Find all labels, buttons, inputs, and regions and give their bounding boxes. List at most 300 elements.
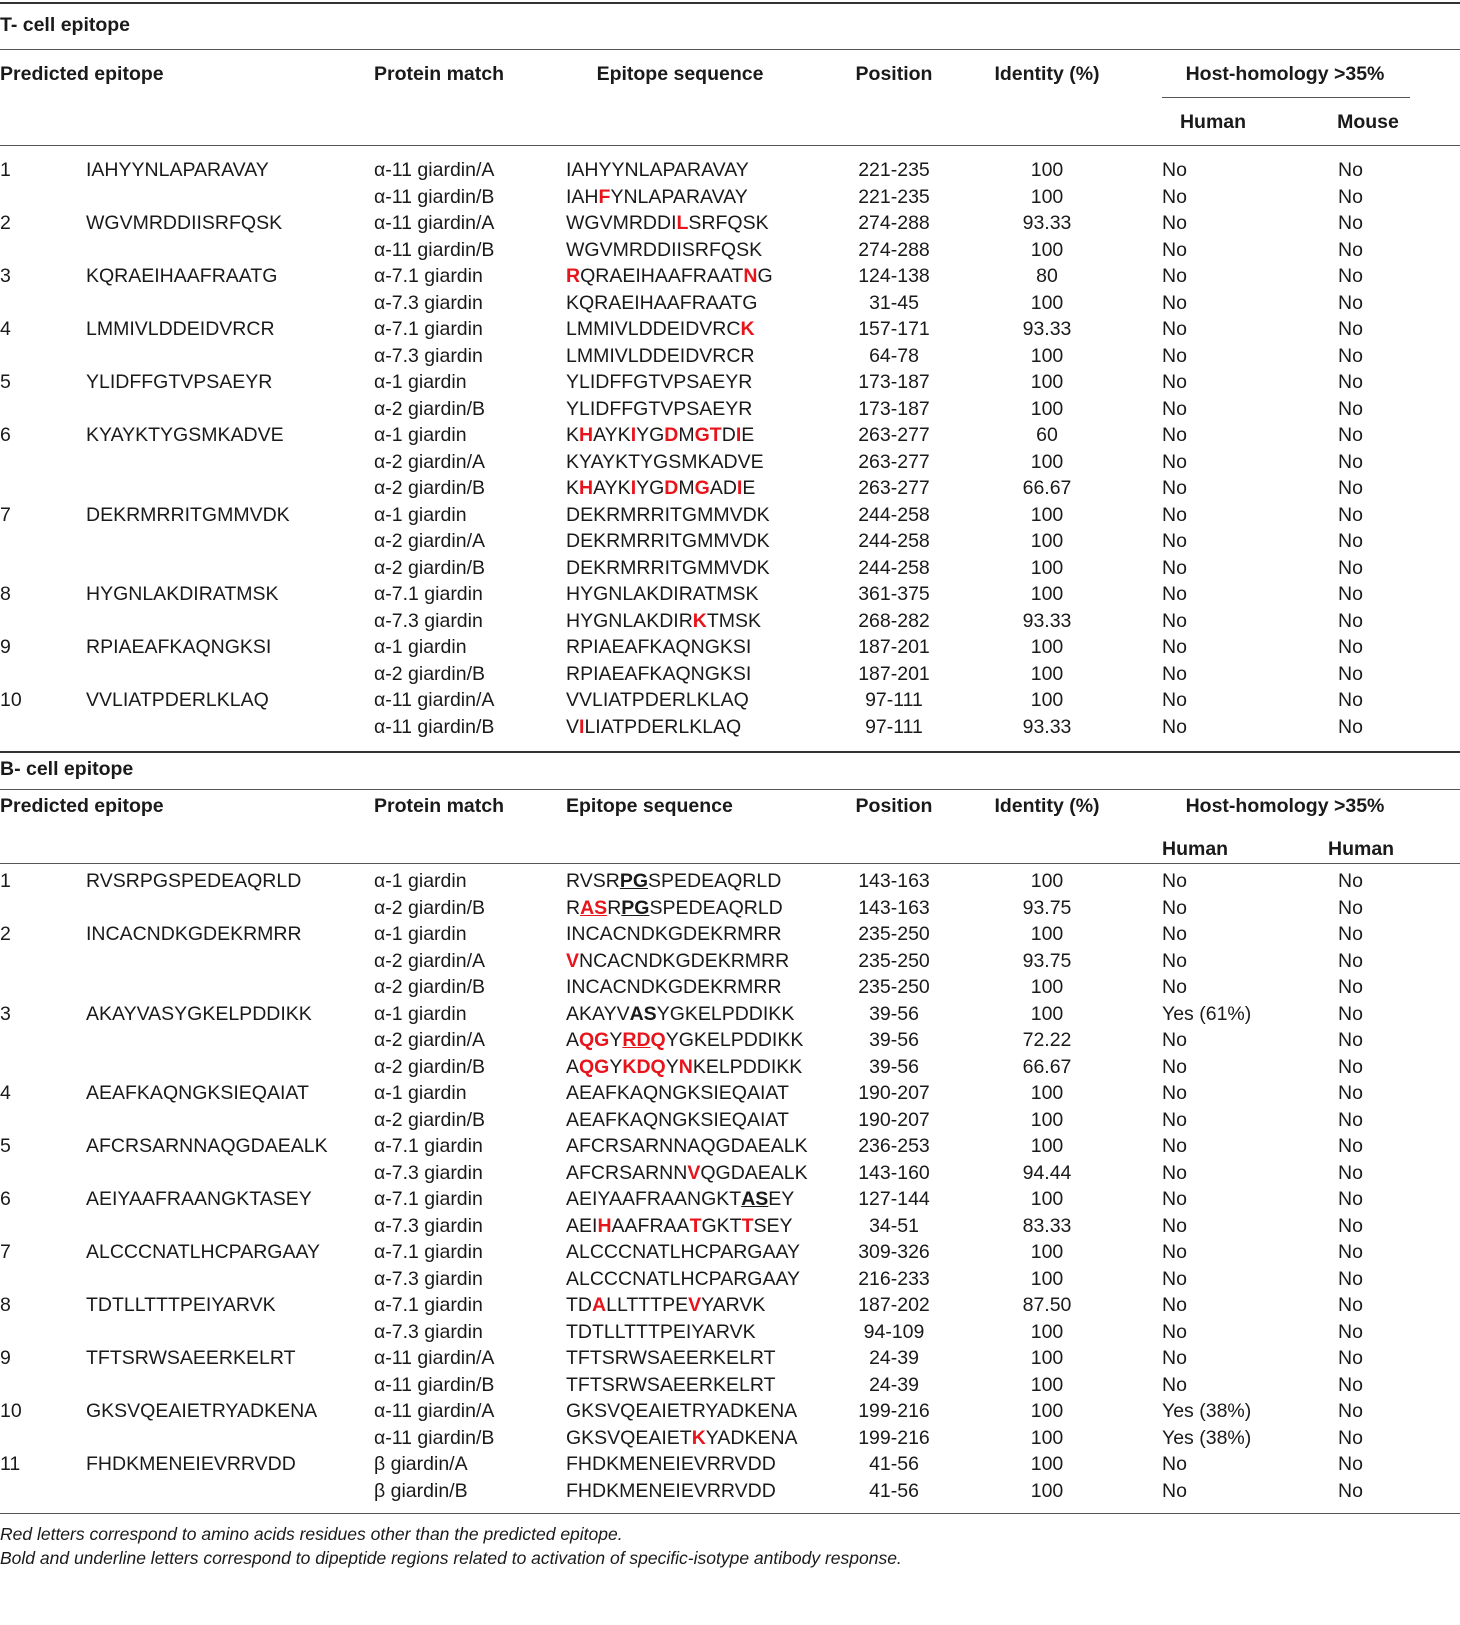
identity-percent: 100 bbox=[1030, 1347, 1064, 1369]
highlighted-residue: H bbox=[579, 477, 594, 499]
position: 263-277 bbox=[858, 477, 930, 499]
host-homology-human: No bbox=[1162, 556, 1187, 579]
predicted-epitope: TFTSRWSAEERKELRT bbox=[86, 1347, 296, 1369]
column-header-protein-match: Protein match bbox=[374, 795, 505, 817]
highlighted-residue: T bbox=[741, 1214, 754, 1237]
epitope-number: 10 bbox=[0, 689, 22, 711]
predicted-epitope: FHDKMENEIEVRRVDD bbox=[86, 1453, 296, 1475]
position: 274-288 bbox=[858, 238, 930, 261]
epitope-number: 5 bbox=[0, 371, 11, 393]
epitope-sequence bbox=[566, 370, 752, 394]
host-homology-second: No bbox=[1338, 159, 1363, 181]
column-header-predicted-epitope: Predicted epitope bbox=[0, 795, 164, 817]
epitope-number: 10 bbox=[0, 1400, 22, 1422]
host-homology-second: No bbox=[1338, 1214, 1363, 1237]
epitope-sequence bbox=[566, 1214, 793, 1238]
residue-run: YLIDFFGTVPSAEYR bbox=[566, 397, 753, 420]
host-homology-human: No bbox=[1162, 636, 1187, 658]
residue-run: YARVK bbox=[701, 1294, 766, 1316]
predicted-epitope: HYGNLAKDIRATMSK bbox=[86, 583, 279, 605]
identity-percent: 100 bbox=[1030, 291, 1064, 314]
host-homology-human: Yes (61%) bbox=[1162, 1002, 1252, 1025]
protein-match: β giardin/A bbox=[374, 1453, 468, 1475]
protein-match: α-11 giardin/A bbox=[374, 159, 495, 181]
section-top-rule bbox=[0, 751, 1460, 753]
host-homology-second: No bbox=[1338, 1002, 1363, 1025]
host-homology-second: No bbox=[1338, 1108, 1363, 1131]
residue-run: AEAFKAQNGKSIEQAIAT bbox=[566, 1108, 789, 1131]
epitope-sequence bbox=[566, 1320, 756, 1344]
protein-match: α-1 giardin bbox=[374, 371, 467, 393]
position: 221-235 bbox=[858, 159, 930, 181]
identity-percent: 100 bbox=[1030, 583, 1064, 605]
residue-run: YGKELPDDIKK bbox=[656, 1002, 795, 1025]
identity-percent: 100 bbox=[1030, 1002, 1064, 1025]
highlighted-residue: K bbox=[740, 318, 755, 340]
position: 244-258 bbox=[858, 503, 930, 526]
epitope-sequence bbox=[566, 582, 759, 606]
residue-run: HYGNLAKDIR bbox=[566, 609, 693, 632]
protein-match: α-2 giardin/A bbox=[374, 1029, 485, 1051]
protein-match: α-2 giardin/B bbox=[374, 896, 485, 919]
protein-match: α-7.1 giardin bbox=[374, 318, 483, 340]
column-header-identity: Identity (%) bbox=[994, 63, 1100, 85]
identity-percent: 100 bbox=[1030, 662, 1064, 685]
residue-run: YLIDFFGTVPSAEYR bbox=[566, 371, 753, 393]
host-homology-human: No bbox=[1162, 344, 1187, 367]
host-homology-human: No bbox=[1162, 870, 1187, 892]
epitope-sequence bbox=[566, 662, 751, 686]
host-homology-human: No bbox=[1162, 689, 1187, 711]
host-homology-human: No bbox=[1162, 1241, 1187, 1263]
residue-run: AYK bbox=[593, 424, 631, 446]
position: 235-250 bbox=[858, 949, 930, 972]
host-homology-second: No bbox=[1338, 976, 1363, 998]
epitope-sequence bbox=[566, 556, 770, 580]
position: 187-202 bbox=[858, 1294, 930, 1316]
host-homology-human: No bbox=[1162, 159, 1187, 181]
residue-run: QRAEIHAAFRAAT bbox=[580, 265, 744, 287]
epitope-sequence bbox=[566, 1240, 800, 1264]
host-homology-second: No bbox=[1338, 291, 1363, 314]
residue-run: EY bbox=[768, 1188, 795, 1210]
protein-match: α-7.1 giardin bbox=[374, 583, 483, 605]
residue-run: SPEDEAQRLD bbox=[649, 896, 783, 919]
host-homology-human: No bbox=[1162, 1029, 1187, 1051]
protein-match: α-11 giardin/A bbox=[374, 689, 495, 711]
identity-percent: 93.33 bbox=[1022, 212, 1072, 234]
residue-run: AAFRAA bbox=[611, 1214, 690, 1237]
highlighted-residue: L bbox=[676, 212, 689, 234]
position: 143-163 bbox=[858, 896, 930, 919]
residue-run: IAHYYNLAPARAVAY bbox=[566, 159, 749, 181]
residue-run: AFCRSARNNAQGDAEALK bbox=[566, 1135, 808, 1157]
residue-run: FHDKMENEIEVRRVDD bbox=[566, 1453, 776, 1475]
host-homology-second: No bbox=[1338, 1347, 1363, 1369]
host-homology-second: No bbox=[1338, 1055, 1363, 1078]
host-homology-second: No bbox=[1338, 556, 1363, 579]
residue-run: K bbox=[566, 424, 580, 446]
host-homology-second: No bbox=[1338, 1188, 1363, 1210]
host-homology-human: No bbox=[1162, 1135, 1187, 1157]
host-homology-second: No bbox=[1338, 583, 1363, 605]
highlighted-residue: Q bbox=[650, 1029, 666, 1051]
identity-percent: 100 bbox=[1030, 530, 1064, 552]
epitope-sequence bbox=[566, 1055, 802, 1079]
footnote: Red letters correspond to amino acids residues other than the predicted epitope. bbox=[0, 1524, 623, 1544]
predicted-epitope: WGVMRDDIISRFQSK bbox=[86, 212, 283, 234]
identity-percent: 100 bbox=[1030, 1453, 1064, 1475]
host-homology-human: No bbox=[1162, 1214, 1187, 1237]
epitope-sequence bbox=[566, 450, 764, 474]
protein-match: α-11 giardin/A bbox=[374, 212, 495, 234]
host-homology-second: No bbox=[1338, 371, 1363, 393]
predicted-epitope: INCACNDKGDEKRMRR bbox=[86, 923, 302, 945]
position: 173-187 bbox=[858, 397, 930, 420]
position: 41-56 bbox=[869, 1453, 919, 1475]
residue-run: RVSR bbox=[566, 870, 620, 892]
highlighted-residue: R bbox=[566, 265, 581, 287]
identity-percent: 93.75 bbox=[1022, 949, 1072, 972]
residue-run: DEKRMRRITGMMVDK bbox=[566, 503, 770, 526]
epitope-sequence bbox=[566, 264, 773, 288]
residue-run: WGVMRDDIISRFQSK bbox=[566, 238, 763, 261]
header-rule bbox=[0, 789, 1460, 790]
protein-match: α-11 giardin/B bbox=[374, 715, 495, 738]
residue-run: R bbox=[607, 896, 622, 919]
column-header-identity: Identity (%) bbox=[994, 795, 1100, 817]
residue-run: AD bbox=[709, 477, 737, 499]
predicted-epitope: RPIAEAFKAQNGKSI bbox=[86, 636, 272, 658]
identity-percent: 100 bbox=[1030, 1400, 1064, 1422]
predicted-epitope: VVLIATPDERLKLAQ bbox=[86, 689, 269, 711]
host-homology-human: No bbox=[1162, 715, 1187, 738]
predicted-epitope: DEKRMRRITGMMVDK bbox=[86, 503, 290, 526]
identity-percent: 100 bbox=[1030, 1082, 1064, 1104]
epitope-sequence bbox=[566, 949, 789, 973]
residue-run: TD bbox=[566, 1294, 592, 1316]
epitope-number: 6 bbox=[0, 1188, 11, 1210]
highlighted-residue: K bbox=[691, 1426, 706, 1449]
residue-run: HYGNLAKDIRATMSK bbox=[566, 583, 759, 605]
highlighted-residue: I bbox=[736, 477, 743, 499]
identity-percent: 83.33 bbox=[1022, 1214, 1072, 1237]
epitope-number: 2 bbox=[0, 212, 11, 234]
identity-percent: 100 bbox=[1030, 185, 1064, 208]
epitope-sequence bbox=[566, 1108, 789, 1132]
host-homology-human: No bbox=[1162, 1453, 1187, 1475]
residue-run: AEIYAAFRAANGKT bbox=[566, 1188, 742, 1210]
position: 34-51 bbox=[869, 1214, 919, 1237]
host-homology-rule bbox=[1162, 97, 1410, 98]
position: 236-253 bbox=[858, 1135, 930, 1157]
residue-run: YADKENA bbox=[705, 1426, 798, 1449]
epitope-sequence bbox=[566, 1161, 808, 1185]
host-homology-second: No bbox=[1338, 636, 1363, 658]
residue-run: TMSK bbox=[706, 609, 762, 632]
predicted-epitope: YLIDFFGTVPSAEYR bbox=[86, 371, 273, 393]
host-homology-human: No bbox=[1162, 1294, 1187, 1316]
highlighted-residue: I bbox=[630, 424, 637, 446]
host-homology-human: No bbox=[1162, 609, 1187, 632]
residue-run: Y bbox=[665, 1055, 679, 1078]
identity-percent: 100 bbox=[1030, 1373, 1064, 1396]
predicted-epitope: TDTLLTTTPEIYARVK bbox=[86, 1294, 276, 1316]
residue-run: AEI bbox=[566, 1214, 598, 1237]
epitope-sequence bbox=[566, 1426, 798, 1450]
residue-run: GKSVQEAIET bbox=[566, 1426, 692, 1449]
epitope-sequence bbox=[566, 1373, 775, 1397]
position: 244-258 bbox=[858, 530, 930, 552]
protein-match: α-1 giardin bbox=[374, 1002, 467, 1025]
epitope-number: 4 bbox=[0, 1082, 11, 1104]
host-homology-second: No bbox=[1338, 477, 1363, 499]
position: 127-144 bbox=[858, 1188, 930, 1210]
position: 263-277 bbox=[858, 450, 930, 473]
residue-run: Y bbox=[609, 1029, 623, 1051]
protein-match: α-7.1 giardin bbox=[374, 1294, 483, 1316]
host-homology-second: No bbox=[1338, 1267, 1363, 1290]
residue-run: NCACNDKGDEKRMRR bbox=[579, 949, 790, 972]
host-homology-human: No bbox=[1162, 1347, 1187, 1369]
protein-match: α-2 giardin/B bbox=[374, 662, 485, 685]
host-homology-human: No bbox=[1162, 503, 1187, 526]
column-header-host-homology: Host-homology >35% bbox=[1185, 63, 1385, 85]
host-homology-human: No bbox=[1162, 1267, 1187, 1290]
predicted-epitope: AEAFKAQNGKSIEQAIAT bbox=[86, 1082, 309, 1104]
epitope-number: 9 bbox=[0, 1347, 11, 1369]
protein-match: α-2 giardin/B bbox=[374, 556, 485, 579]
identity-percent: 100 bbox=[1030, 556, 1064, 579]
highlighted-residue: QG bbox=[579, 1029, 610, 1051]
host-homology-human: No bbox=[1162, 949, 1187, 972]
epitope-number: 9 bbox=[0, 636, 11, 658]
residue-run: INCACNDKGDEKRMRR bbox=[566, 923, 782, 945]
position: 190-207 bbox=[858, 1082, 930, 1104]
position: 221-235 bbox=[858, 185, 930, 208]
highlighted-residue: A bbox=[592, 1294, 607, 1316]
residue-run: SRFQSK bbox=[688, 212, 769, 234]
host-homology-second: No bbox=[1338, 870, 1363, 892]
protein-match: α-7.1 giardin bbox=[374, 265, 483, 287]
host-homology-human: No bbox=[1162, 212, 1187, 234]
residue-run: LMMIVLDDEIDVRCR bbox=[566, 344, 755, 367]
host-homology-second: No bbox=[1338, 662, 1363, 685]
epitope-number: 5 bbox=[0, 1135, 11, 1157]
position: 235-250 bbox=[858, 976, 930, 998]
position: 143-163 bbox=[858, 870, 930, 892]
predicted-epitope: ALCCCNATLHCPARGAAY bbox=[86, 1241, 321, 1263]
position: 39-56 bbox=[869, 1029, 919, 1051]
column-header-epitope-sequence: Epitope sequence bbox=[596, 63, 764, 85]
host-homology-human: No bbox=[1162, 371, 1187, 393]
epitope-sequence bbox=[566, 896, 783, 920]
identity-percent: 72.22 bbox=[1022, 1029, 1072, 1051]
protein-match: α-7.3 giardin bbox=[374, 291, 483, 314]
section-top-rule bbox=[0, 2, 1460, 4]
column-header-host-second: Human bbox=[1328, 838, 1395, 860]
host-homology-human: No bbox=[1162, 583, 1187, 605]
residue-run: YG bbox=[636, 424, 665, 446]
epitope-sequence bbox=[566, 211, 769, 235]
residue-run: A bbox=[566, 1029, 580, 1051]
host-homology-human: No bbox=[1162, 1373, 1187, 1396]
epitope-sequence bbox=[566, 1293, 765, 1317]
identity-percent: 66.67 bbox=[1022, 477, 1072, 499]
residue-run: YG bbox=[636, 477, 665, 499]
identity-percent: 100 bbox=[1030, 397, 1064, 420]
epitope-number: 7 bbox=[0, 503, 11, 526]
residue-run: AKAYV bbox=[566, 1002, 630, 1025]
epitope-sequence bbox=[566, 688, 749, 712]
residue-run: DEKRMRRITGMMVDK bbox=[566, 530, 770, 552]
host-homology-second: No bbox=[1338, 1373, 1363, 1396]
position: 24-39 bbox=[869, 1373, 919, 1396]
epitope-sequence bbox=[566, 609, 761, 633]
identity-percent: 100 bbox=[1030, 1241, 1064, 1263]
position: 31-45 bbox=[869, 291, 919, 314]
epitope-sequence bbox=[566, 1028, 803, 1052]
host-homology-second: No bbox=[1338, 450, 1363, 473]
protein-match: α-1 giardin bbox=[374, 424, 467, 446]
residue-run: M bbox=[678, 424, 695, 446]
host-homology-second: No bbox=[1338, 1453, 1363, 1475]
identity-percent: 100 bbox=[1030, 636, 1064, 658]
highlighted-residue: PG bbox=[619, 870, 649, 892]
protein-match: α-7.1 giardin bbox=[374, 1135, 483, 1157]
identity-percent: 100 bbox=[1030, 1135, 1064, 1157]
column-header-host-mouse: Mouse bbox=[1337, 111, 1399, 133]
protein-match: α-11 giardin/A bbox=[374, 1400, 495, 1422]
residue-run: R bbox=[566, 896, 581, 919]
highlighted-residue: V bbox=[688, 1294, 702, 1316]
host-homology-human: No bbox=[1162, 976, 1187, 998]
position: 199-216 bbox=[858, 1400, 930, 1422]
column-header-host-homology: Host-homology >35% bbox=[1185, 795, 1385, 817]
residue-run: K bbox=[566, 477, 580, 499]
host-homology-second: No bbox=[1338, 344, 1363, 367]
epitope-sequence bbox=[566, 344, 755, 368]
host-homology-second: No bbox=[1338, 1161, 1363, 1184]
identity-percent: 80 bbox=[1036, 265, 1058, 287]
host-homology-second: No bbox=[1338, 1426, 1363, 1449]
host-homology-second: No bbox=[1338, 1479, 1363, 1502]
epitope-sequence bbox=[566, 1479, 776, 1503]
residue-run: KYAYKTYGSMKADVE bbox=[566, 450, 764, 473]
position: 274-288 bbox=[858, 212, 930, 234]
host-homology-human: No bbox=[1162, 238, 1187, 261]
host-homology-second: No bbox=[1338, 185, 1363, 208]
highlighted-residue: RD bbox=[622, 1029, 651, 1051]
protein-match: α-1 giardin bbox=[374, 870, 467, 892]
position: 97-111 bbox=[865, 689, 923, 711]
host-homology-human: No bbox=[1162, 397, 1187, 420]
predicted-epitope: AEIYAAFRAANGKTASEY bbox=[86, 1188, 312, 1210]
identity-percent: 100 bbox=[1030, 1188, 1064, 1210]
highlighted-residue: I bbox=[630, 477, 637, 499]
identity-percent: 100 bbox=[1030, 1426, 1064, 1449]
position: 173-187 bbox=[858, 371, 930, 393]
identity-percent: 93.33 bbox=[1022, 318, 1072, 340]
host-homology-second: No bbox=[1338, 318, 1363, 340]
residue-run: ALCCCNATLHCPARGAAY bbox=[566, 1267, 801, 1290]
host-homology-second: No bbox=[1338, 1135, 1363, 1157]
host-homology-human: No bbox=[1162, 923, 1187, 945]
residue-run: GKT bbox=[701, 1214, 742, 1237]
column-header-position: Position bbox=[855, 795, 933, 817]
identity-percent: 100 bbox=[1030, 371, 1064, 393]
residue-run: YGKELPDDIKK bbox=[665, 1029, 804, 1051]
epitope-sequence bbox=[566, 1134, 808, 1158]
host-homology-second: No bbox=[1338, 1241, 1363, 1263]
protein-match: α-2 giardin/B bbox=[374, 477, 485, 499]
host-homology-second: No bbox=[1338, 1082, 1363, 1104]
column-header-host-human: Human bbox=[1179, 111, 1247, 133]
highlighted-residue: I bbox=[579, 715, 585, 738]
residue-run: AEAFKAQNGKSIEQAIAT bbox=[566, 1082, 789, 1104]
protein-match: α-1 giardin bbox=[374, 1082, 467, 1104]
epitope-number: 2 bbox=[0, 923, 11, 945]
predicted-epitope: AKAYVASYGKELPDDIKK bbox=[86, 1002, 312, 1025]
highlighted-residue: KDQ bbox=[622, 1055, 666, 1078]
highlighted-residue: D bbox=[664, 424, 679, 446]
position: 268-282 bbox=[858, 609, 930, 632]
identity-percent: 100 bbox=[1030, 1267, 1064, 1290]
host-homology-second: No bbox=[1338, 1400, 1363, 1422]
protein-match: α-2 giardin/B bbox=[374, 976, 485, 998]
residue-run: SPEDEAQRLD bbox=[648, 870, 782, 892]
predicted-epitope: KYAYKTYGSMKADVE bbox=[86, 424, 284, 446]
identity-percent: 100 bbox=[1030, 1320, 1064, 1343]
epitope-sequence bbox=[566, 635, 751, 659]
position: 199-216 bbox=[858, 1426, 930, 1449]
position: 143-160 bbox=[858, 1161, 930, 1184]
predicted-epitope: AFCRSARNNAQGDAEALK bbox=[86, 1135, 328, 1157]
header-rule bbox=[0, 49, 1460, 50]
residue-run: KQRAEIHAAFRAATG bbox=[566, 291, 758, 314]
protein-match: α-11 giardin/B bbox=[374, 185, 495, 208]
column-header-host-human: Human bbox=[1162, 838, 1229, 860]
position: 235-250 bbox=[858, 923, 930, 945]
residue-run: RPIAEAFKAQNGKSI bbox=[566, 636, 752, 658]
epitope-number: 3 bbox=[0, 265, 11, 287]
epitope-number: 11 bbox=[0, 1453, 21, 1475]
protein-match: α-11 giardin/B bbox=[374, 1426, 495, 1449]
identity-percent: 94.44 bbox=[1022, 1161, 1072, 1184]
host-homology-human: No bbox=[1162, 318, 1187, 340]
residue-run: INCACNDKGDEKRMRR bbox=[566, 976, 782, 998]
host-homology-second: No bbox=[1338, 1294, 1363, 1316]
host-homology-human: No bbox=[1162, 1188, 1187, 1210]
host-homology-second: No bbox=[1338, 238, 1363, 261]
residue-run: QGDAEALK bbox=[700, 1161, 808, 1184]
epitope-sequence bbox=[566, 1452, 776, 1476]
position: 39-56 bbox=[869, 1002, 919, 1025]
identity-percent: 100 bbox=[1030, 238, 1064, 261]
host-homology-human: No bbox=[1162, 662, 1187, 685]
position: 244-258 bbox=[858, 556, 930, 579]
residue-run: E bbox=[742, 477, 756, 499]
protein-match: β giardin/B bbox=[374, 1479, 468, 1502]
protein-match: α-7.3 giardin bbox=[374, 1320, 483, 1343]
highlighted-residue: T bbox=[689, 1214, 702, 1237]
epitope-number: 8 bbox=[0, 1294, 11, 1316]
highlighted-residue: N bbox=[678, 1055, 693, 1078]
position: 64-78 bbox=[869, 344, 919, 367]
position: 157-171 bbox=[858, 318, 930, 340]
host-homology-second: No bbox=[1338, 715, 1363, 738]
epitope-sequence bbox=[566, 503, 770, 527]
